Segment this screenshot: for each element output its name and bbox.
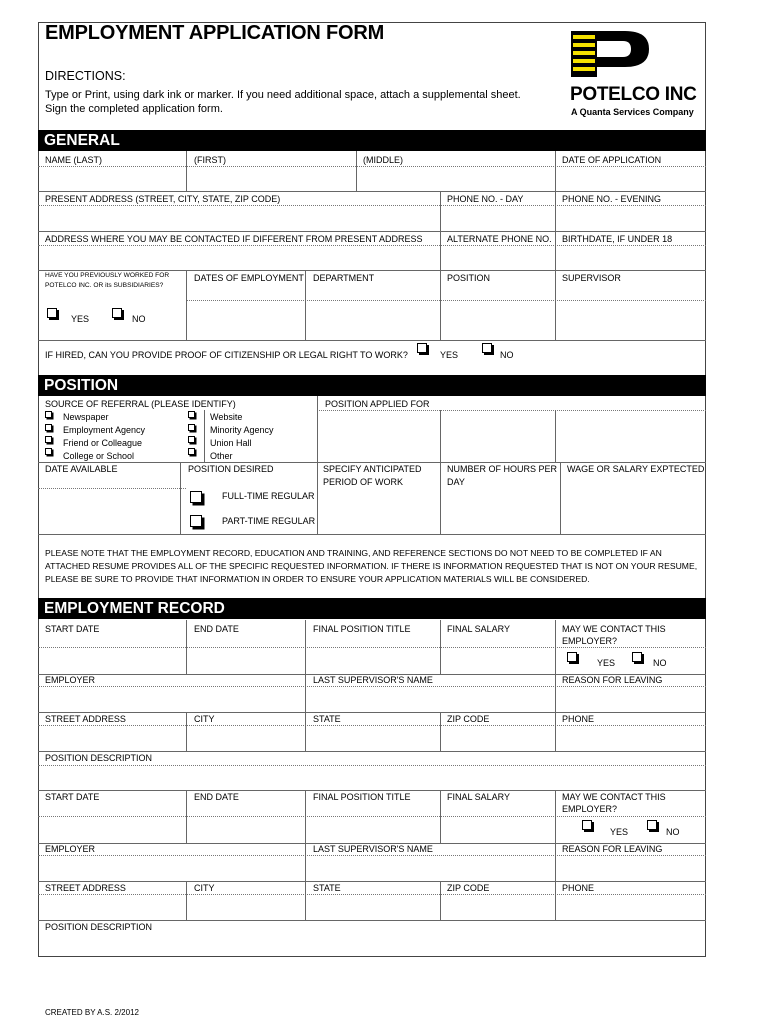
label-position: POSITION: [447, 273, 491, 283]
referral-newspaper-checkbox[interactable]: [45, 411, 52, 418]
label-last-supervisor: LAST SUPERVISOR'S NAME: [313, 675, 433, 685]
label-final-position-title: FINAL POSITION TITLE: [313, 624, 411, 634]
section-employment-record: EMPLOYMENT RECORD: [38, 598, 706, 619]
referral-website-checkbox[interactable]: [188, 411, 195, 418]
label-no: NO: [132, 314, 146, 324]
contact-employer-2-no-checkbox[interactable]: [647, 820, 657, 830]
referral-minority-agency-checkbox[interactable]: [188, 424, 195, 431]
referral-left-2: Friend or Colleague: [63, 438, 143, 448]
label-reason-for-leaving-2: REASON FOR LEAVING: [562, 844, 663, 854]
name-input-row[interactable]: [38, 166, 706, 191]
referral-employment-agency-checkbox[interactable]: [45, 424, 52, 431]
referral-college-checkbox[interactable]: [45, 448, 52, 455]
previously-worked-no-checkbox[interactable]: [112, 308, 122, 318]
label-street-address-2: STREET ADDRESS: [45, 883, 126, 893]
contact-employer-1-yes-checkbox[interactable]: [567, 652, 577, 662]
label-may-contact-2-2: EMPLOYER?: [562, 804, 618, 814]
label-department: DEPARTMENT: [313, 273, 375, 283]
referral-left-3: College or School: [63, 451, 135, 461]
label-previously-worked-1: HAVE YOU PREVIOUSLY WORKED FOR: [45, 272, 170, 279]
label-reason-for-leaving: REASON FOR LEAVING: [562, 675, 663, 685]
resume-note: PLEASE NOTE THAT THE EMPLOYMENT RECORD, EDUCATION AND TRAINING, AND REFERENCE SECTIONS DO NOT NEED TO BE COMPLETED IF AN ATTACHED RESUME PROVIDES ALL OF THE SPECIFIC REQUESTED INFORMATION. IF THERE IS INFORMATION REQUESTED THAT IS NOT ON YOUR RESUME, PLEASE BE SURE TO PROVIDE THAT INFORMATION IN ORDER TO ENSURE YOUR APPLICATION MATERIALS WILL BE CONSIDERED.: [45, 548, 698, 584]
logo-company-name: POTELCO INC: [570, 84, 697, 105]
logo-tagline: A Quanta Services Company: [571, 107, 694, 117]
part-time-checkbox[interactable]: [190, 515, 202, 527]
label-position-desired: POSITION DESIRED: [188, 464, 274, 474]
referral-union-hall-checkbox[interactable]: [188, 436, 195, 443]
form-title: EMPLOYMENT APPLICATION FORM: [45, 22, 385, 44]
label-contact-2-no: NO: [666, 827, 680, 837]
label-zip-code: ZIP CODE: [447, 714, 490, 724]
referral-right-1: Minority Agency: [210, 425, 274, 435]
label-date-available: DATE AVAILABLE: [45, 464, 118, 474]
label-date-of-application: DATE OF APPLICATION: [562, 155, 662, 165]
potelco-p-logo-icon: [569, 29, 651, 79]
label-employer: EMPLOYER: [45, 675, 96, 685]
label-start-date: START DATE: [45, 624, 100, 634]
position-description-1-input[interactable]: [38, 765, 706, 790]
label-contact-1-no: NO: [653, 658, 667, 668]
citizenship-no-checkbox[interactable]: [482, 343, 492, 353]
section-general: GENERAL: [38, 130, 706, 151]
label-final-salary: FINAL SALARY: [447, 624, 511, 634]
label-phone-2: PHONE: [562, 883, 595, 893]
label-first: (FIRST): [194, 155, 226, 165]
previously-worked-yes-checkbox[interactable]: [47, 308, 57, 318]
label-start-date-2: START DATE: [45, 792, 100, 802]
label-hours-per-day-2: DAY: [447, 477, 465, 487]
label-contact-1-yes: YES: [597, 658, 616, 668]
referral-left-1: Employment Agency: [63, 425, 146, 435]
label-employer-2: EMPLOYER: [45, 844, 96, 854]
label-may-contact-2: EMPLOYER?: [562, 636, 618, 646]
label-hours-per-day-1: NUMBER OF HOURS PER: [447, 464, 558, 474]
contact-employer-1-no-checkbox[interactable]: [632, 652, 642, 662]
directions-line-2: Sign the completed application form.: [45, 103, 223, 115]
label-name-last: NAME (LAST): [45, 155, 103, 165]
label-position-description: POSITION DESCRIPTION: [45, 753, 153, 763]
referral-other-checkbox[interactable]: [188, 448, 195, 455]
label-state: STATE: [313, 714, 341, 724]
label-final-position-title-2: FINAL POSITION TITLE: [313, 792, 411, 802]
contact-address-input[interactable]: [38, 245, 440, 271]
label-end-date-2: END DATE: [194, 792, 239, 802]
label-anticipated-period-1: SPECIFY ANTICIPATED: [323, 464, 422, 474]
label-yes: YES: [71, 314, 90, 324]
label-phone-day: PHONE NO. - DAY: [447, 194, 524, 204]
label-referral-source: SOURCE OF REFERRAL (PLEASE IDENTIFY): [45, 399, 236, 409]
referral-friend-checkbox[interactable]: [45, 436, 52, 443]
label-state-2: STATE: [313, 883, 341, 893]
label-city-2: CITY: [194, 883, 215, 893]
label-alternate-phone: ALTERNATE PHONE NO.: [447, 234, 552, 244]
label-previously-worked-2: POTELCO INC. OR its SUBSIDIARIES?: [45, 282, 164, 289]
label-citizenship-no: NO: [500, 350, 514, 360]
label-dates-of-employment: DATES OF EMPLOYMENT: [194, 273, 304, 283]
full-time-checkbox[interactable]: [190, 491, 202, 503]
referral-right-2: Union Hall: [210, 438, 252, 448]
label-phone: PHONE: [562, 714, 595, 724]
label-last-supervisor-2: LAST SUPERVISOR'S NAME: [313, 844, 433, 854]
label-birthdate: BIRTHDATE, IF UNDER 18: [562, 234, 673, 244]
label-citizenship-question: IF HIRED, CAN YOU PROVIDE PROOF OF CITIZENSHIP OR LEGAL RIGHT TO WORK?: [45, 350, 408, 360]
label-position-description-2: POSITION DESCRIPTION: [45, 922, 153, 932]
label-phone-evening: PHONE NO. - EVENING: [562, 194, 662, 204]
label-contact-address: ADDRESS WHERE YOU MAY BE CONTACTED IF DIFFERENT FROM PRESENT ADDRESS: [45, 234, 423, 244]
referral-left-0: Newspaper: [63, 412, 109, 422]
label-end-date: END DATE: [194, 624, 239, 634]
label-present-address: PRESENT ADDRESS (STREET, CITY, STATE, ZIP CODE): [45, 194, 281, 204]
label-street-address: STREET ADDRESS: [45, 714, 126, 724]
label-supervisor: SUPERVISOR: [562, 273, 621, 283]
position-description-2-input[interactable]: [38, 934, 706, 956]
contact-employer-2-yes-checkbox[interactable]: [582, 820, 592, 830]
label-wage-expected: WAGE OR SALARY EXPTECTED: [567, 464, 705, 474]
referral-right-3: Other: [210, 451, 233, 461]
label-middle: (MIDDLE): [363, 155, 403, 165]
directions-line-1: Type or Print, using dark ink or marker. If you need additional space, attach a supplemental sheet.: [45, 89, 521, 101]
label-may-contact-2-1: MAY WE CONTACT THIS: [562, 792, 666, 802]
label-zip-code-2: ZIP CODE: [447, 883, 490, 893]
citizenship-yes-checkbox[interactable]: [417, 343, 427, 353]
label-final-salary-2: FINAL SALARY: [447, 792, 511, 802]
label-city: CITY: [194, 714, 215, 724]
footer-created-by: CREATED BY A.S. 2/2012: [45, 1008, 139, 1017]
label-part-time: PART-TIME REGULAR: [222, 516, 316, 526]
label-position-applied-for: POSITION APPLIED FOR: [325, 399, 430, 409]
label-anticipated-period-2: PERIOD OF WORK: [323, 477, 404, 487]
label-may-contact-1: MAY WE CONTACT THIS: [562, 624, 666, 634]
label-full-time: FULL-TIME REGULAR: [222, 491, 315, 501]
label-contact-2-yes: YES: [610, 827, 629, 837]
referral-right-0: Website: [210, 412, 243, 422]
section-position: POSITION: [38, 375, 706, 396]
label-citizenship-yes: YES: [440, 350, 459, 360]
present-address-input[interactable]: [38, 205, 440, 231]
directions-heading: DIRECTIONS:: [45, 69, 126, 83]
